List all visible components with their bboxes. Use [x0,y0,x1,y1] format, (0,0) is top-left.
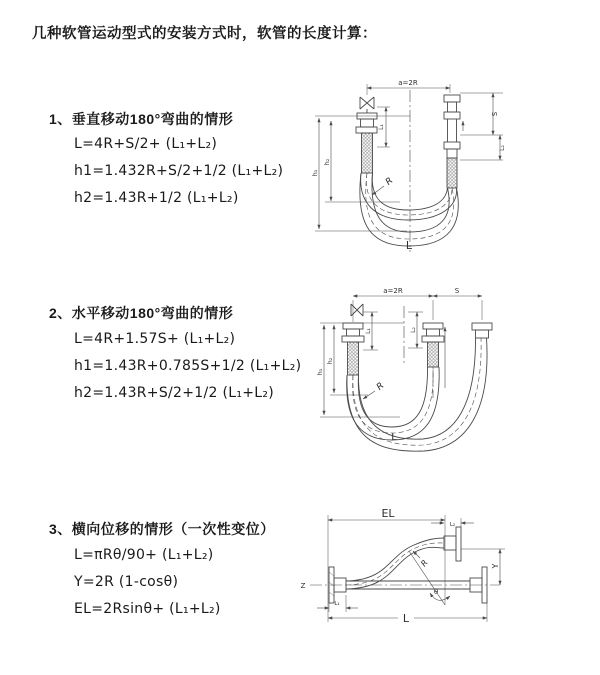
dim-label-a2r: a=2R [398,79,418,87]
diagram-horizontal-180-bend [305,278,565,468]
dim-label-l1: L₁ [334,601,340,607]
section-1-formula-L: L=4R+S/2+ (L₁+L₂) [74,136,218,152]
dim-label-r: R [384,175,396,188]
section-3-heading: 3、横向位移的情形（一次性变位） [49,521,275,537]
dim-label-y: Y [491,563,500,569]
dim-label-r: R [375,380,387,393]
dim-label-l: L [402,612,410,625]
section-3-formula-EL: EL=2Rsinθ+ (L₁+L₂) [74,601,221,617]
dim-label-l2: L₂ [499,145,506,151]
page-title: 几种软管运动型式的安装方式时，软管的长度计算： [32,26,377,42]
dim-label-l1: L₁ [365,328,372,334]
dim-label-h2: h₂ [323,158,331,166]
d1-dimension-lines [315,84,503,252]
diagram-lateral-displacement [296,498,568,648]
braided-hose-section [447,158,457,188]
dim-label-l2: L₂ [449,522,456,528]
section-1-formula-h2: h2=1.43R+1/2 (L₁+L₂) [74,190,239,206]
d2-dimension-lines [320,296,482,417]
dim-label-h1: h₁ [311,169,319,177]
d1-labels [311,79,506,252]
d3-labels [301,507,500,625]
dim-label-r: R [419,558,430,569]
section-2-formula-h1: h1=1.43R+0.785S+1/2 (L₁+L₂) [74,358,302,374]
dim-label-s: S [491,111,499,117]
d3-hose-assembly [329,527,487,603]
dim-label-l2: L₂ [410,327,417,333]
valve-icon [360,97,374,109]
section-2-heading: 2、水平移动180°弯曲的情形 [49,305,234,321]
dim-label-h2: h₂ [326,357,334,365]
braided-hose-section [348,342,359,375]
dim-label-theta: θ [433,588,439,596]
dim-label-a2r: a=2R [383,287,403,295]
section-3-formula-L: L=πRθ/90+ (L₁+L₂) [74,547,214,563]
diagram-vertical-180-bend [300,70,555,266]
dim-label-z: Z [300,582,306,590]
section-1-heading: 1、垂直移动180°弯曲的情形 [49,111,234,127]
dim-label-h1: h₁ [316,368,324,376]
flange-fitting [343,323,363,329]
dim-label-l: L [405,239,413,252]
hose-curve [346,538,444,581]
hose-arc [361,173,457,220]
dim-label-l1: L₁ [378,124,385,130]
section-1-formula-h1: h1=1.432R+S/2+1/2 (L₁+L₂) [74,163,284,179]
braided-hose-section [428,342,439,367]
section-3-formula-Y: Y=2R (1-cosθ) [74,574,179,590]
dim-label-s: S [454,287,460,295]
braided-hose-section [362,133,373,173]
d3-radius-line [409,551,445,605]
d1-hose-assembly [356,95,460,246]
flange-plate [456,527,461,561]
dim-label-l: L [391,432,397,443]
flange-fitting [444,95,460,102]
dim-label-el: EL [381,507,395,520]
section-2-formula-L: L=4R+1.57S+ (L₁+L₂) [74,331,236,347]
section-2-formula-h2: h2=1.43R+S/2+1/2 (L₁+L₂) [74,385,275,401]
